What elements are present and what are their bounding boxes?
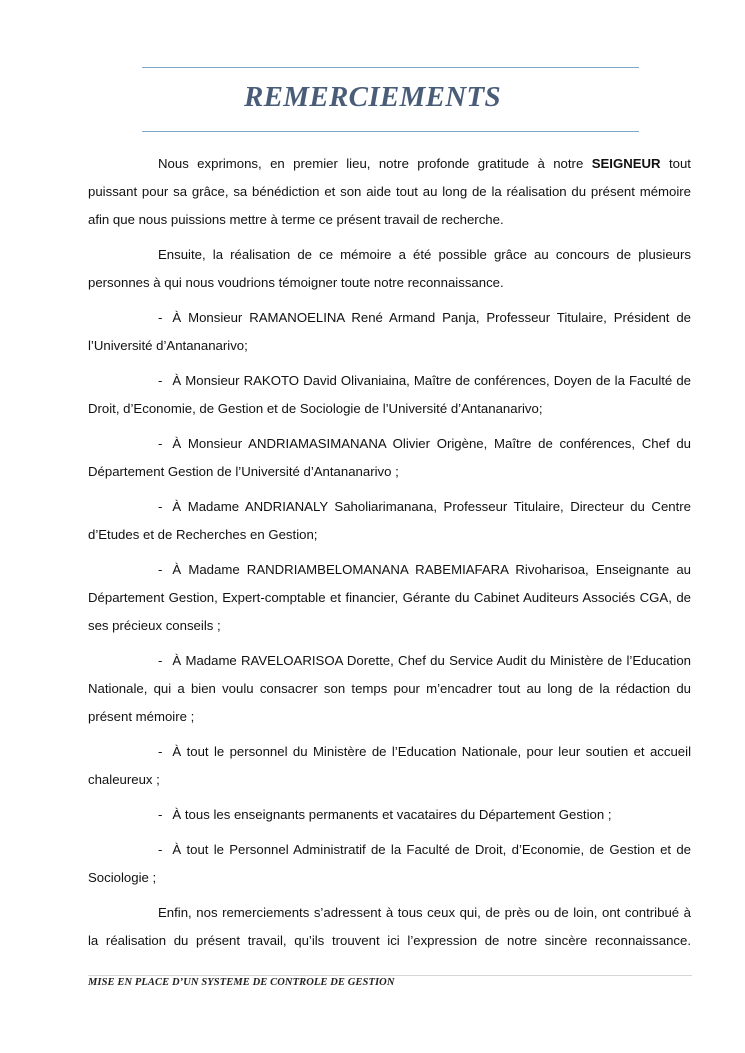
intro-emphasis: SEIGNEUR [591,156,661,171]
page-footer: MISE EN PLACE D’UN SYSTEME DE CONTROLE DE GESTION [88,977,395,988]
acknowledgement-item [88,493,691,549]
acknowledgement-item [88,367,691,423]
acknowledgement-item [88,801,691,829]
title-top-rule [142,67,639,68]
acknowledgement-text: À Monsieur RAKOTO David Olivaniaina, Maître de conférences, Doyen de la Faculté de Droit, d’Economie, de Gestion et de Sociologie de l’Université d’Antananarivo; [88,373,691,416]
acknowledgement-text: À tout le personnel du Ministère de l’Education Nationale, pour leur soutien et accueil chaleureux ; [88,744,691,787]
acknowledgement-text: À Monsieur RAMANOELINA René Armand Panja, Professeur Titulaire, Président de l’Université d’Antananarivo; [88,310,691,353]
bullet-dash: - [158,744,163,759]
bullet-dash: - [158,807,163,822]
bullet-dash: - [158,499,163,514]
page-title: REMERCIEMENTS [244,81,501,113]
acknowledgement-item [88,430,691,486]
closing-paragraph: Enfin, nos remerciements s’adressent à tous ceux qui, de près ou de loin, ont contribué à la réalisation du présent travail, qu’ils trouvent ici l’expression de notre sincère reconnaissance. [88,905,691,948]
acknowledgement-text: À tous les enseignants permanents et vacataires du Département Gestion ; [172,807,612,822]
footer-rule [88,975,692,976]
acknowledgement-item [88,647,691,731]
acknowledgement-text: À Madame RANDRIAMBELOMANANA RABEMIAFARA Rivoharisoa, Enseignante au Département Gestion, Expert-comptable et financier, Gérante du Cabinet Auditeurs Associés CGA, de ses précieux conseils ; [88,562,691,633]
second-paragraph: Ensuite, la réalisation de ce mémoire a été possible grâce au concours de plusieurs personnes à qui nous voudrions témoigner toute notre reconnaissance. [88,247,691,290]
bullet-dash: - [158,373,163,388]
acknowledgement-text: À Madame ANDRIANALY Saholiarimanana, Professeur Titulaire, Directeur du Centre d’Etudes et de Recherches en Gestion; [88,499,691,542]
intro-text-after: tout puissant pour sa grâce, sa bénédiction et son aide tout au long de la réalisation du présent mémoire afin que nous puissions mettre à terme ce présent travail de recherche. [88,156,691,227]
document-body [88,150,691,955]
acknowledgement-text: À Madame RAVELOARISOA Dorette, Chef du Service Audit du Ministère de l’Education Nationale, qui a bien voulu consacrer son temps pour m’encadrer tout au long de la rédaction du présent mémoire ; [88,653,691,724]
bullet-dash: - [158,562,163,577]
acknowledgement-item [88,738,691,794]
acknowledgement-text: À tout le Personnel Administratif de la Faculté de Droit, d’Economie, de Gestion et de Sociologie ; [88,842,691,885]
bullet-dash: - [158,653,163,668]
acknowledgement-item [88,304,691,360]
acknowledgement-item [88,556,691,640]
intro-text-before: Nous exprimons, en premier lieu, notre profonde gratitude à notre [158,156,592,171]
title-bottom-rule [142,131,639,132]
acknowledgement-item [88,836,691,892]
bullet-dash: - [158,842,163,857]
bullet-dash: - [158,310,163,325]
bullet-dash: - [158,436,163,451]
intro-paragraph [88,150,691,234]
acknowledgement-text: À Monsieur ANDRIAMASIMANANA Olivier Origène, Maître de conférences, Chef du Département Gestion de l’Université d’Antananarivo ; [88,436,691,479]
